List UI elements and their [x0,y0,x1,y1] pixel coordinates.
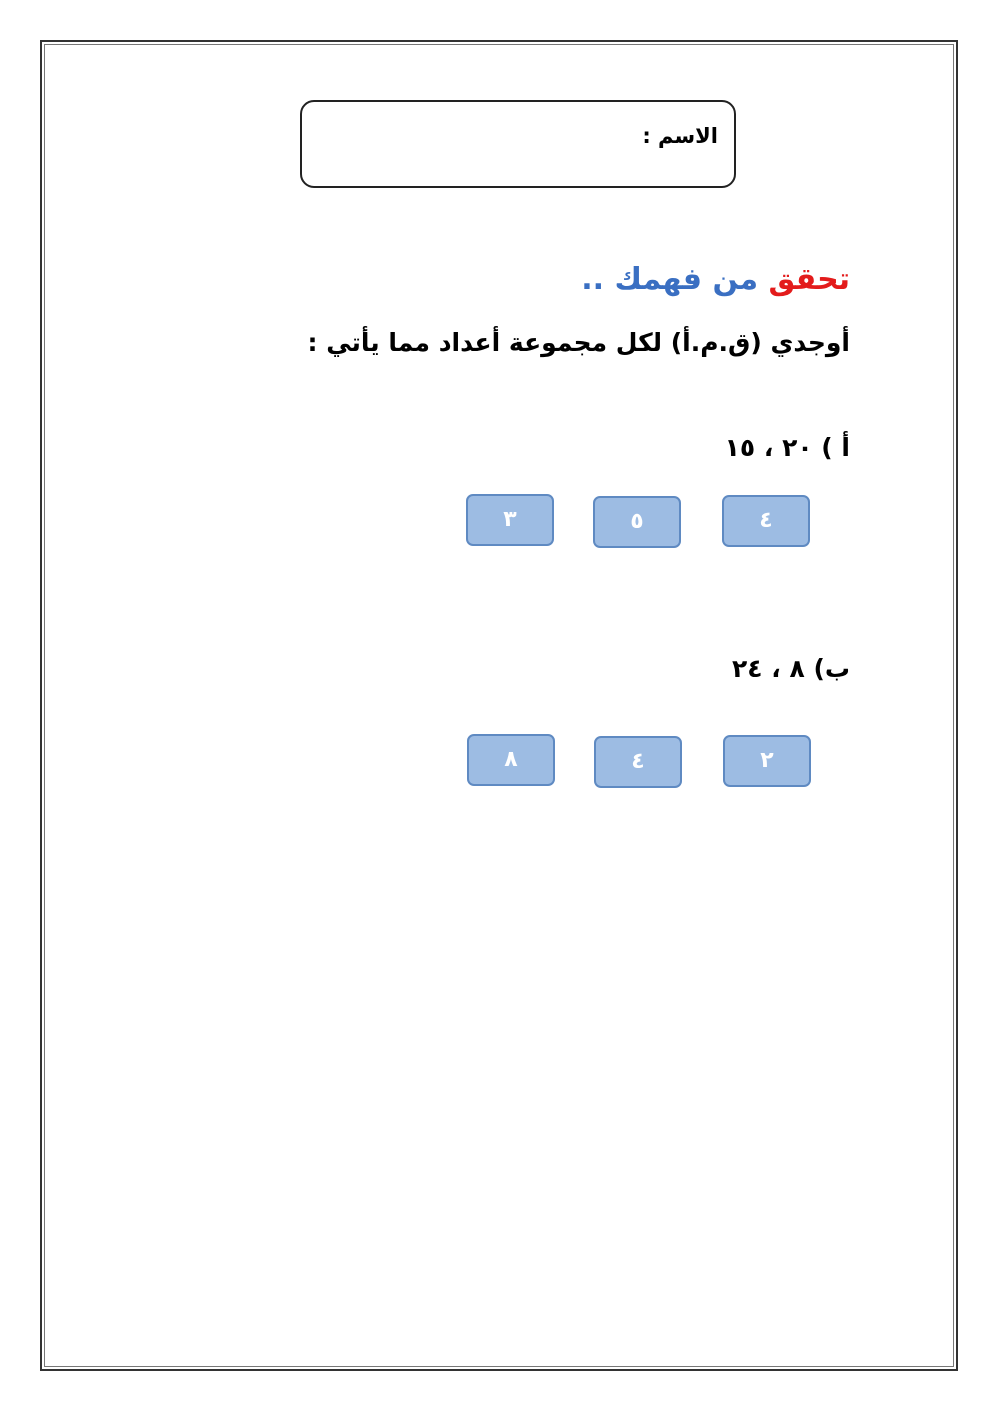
question-b-option-1[interactable]: ٢ [723,735,811,787]
question-a-option-2[interactable]: ٥ [593,496,681,548]
name-label: الاسم : [642,124,718,148]
question-a-label: أ ) ٢٠ ، ١٥ [724,433,850,462]
question-b-option-2[interactable]: ٤ [594,736,682,788]
question-b-label: ب) ٨ ، ٢٤ [732,654,850,683]
title-word-understanding: من فهمك .. [581,262,759,297]
question-a-option-3[interactable]: ٣ [466,494,554,546]
question-b-option-3[interactable]: ٨ [467,734,555,786]
title-word-check: تحقق [768,262,850,297]
page-title [581,262,850,297]
page-border-inner [44,44,954,1367]
question-a-option-1[interactable]: ٤ [722,495,810,547]
name-box[interactable] [300,100,736,188]
instruction-text: أوجدي (ق.م.أ) لكل مجموعة أعداد مما يأتي : [307,328,850,357]
